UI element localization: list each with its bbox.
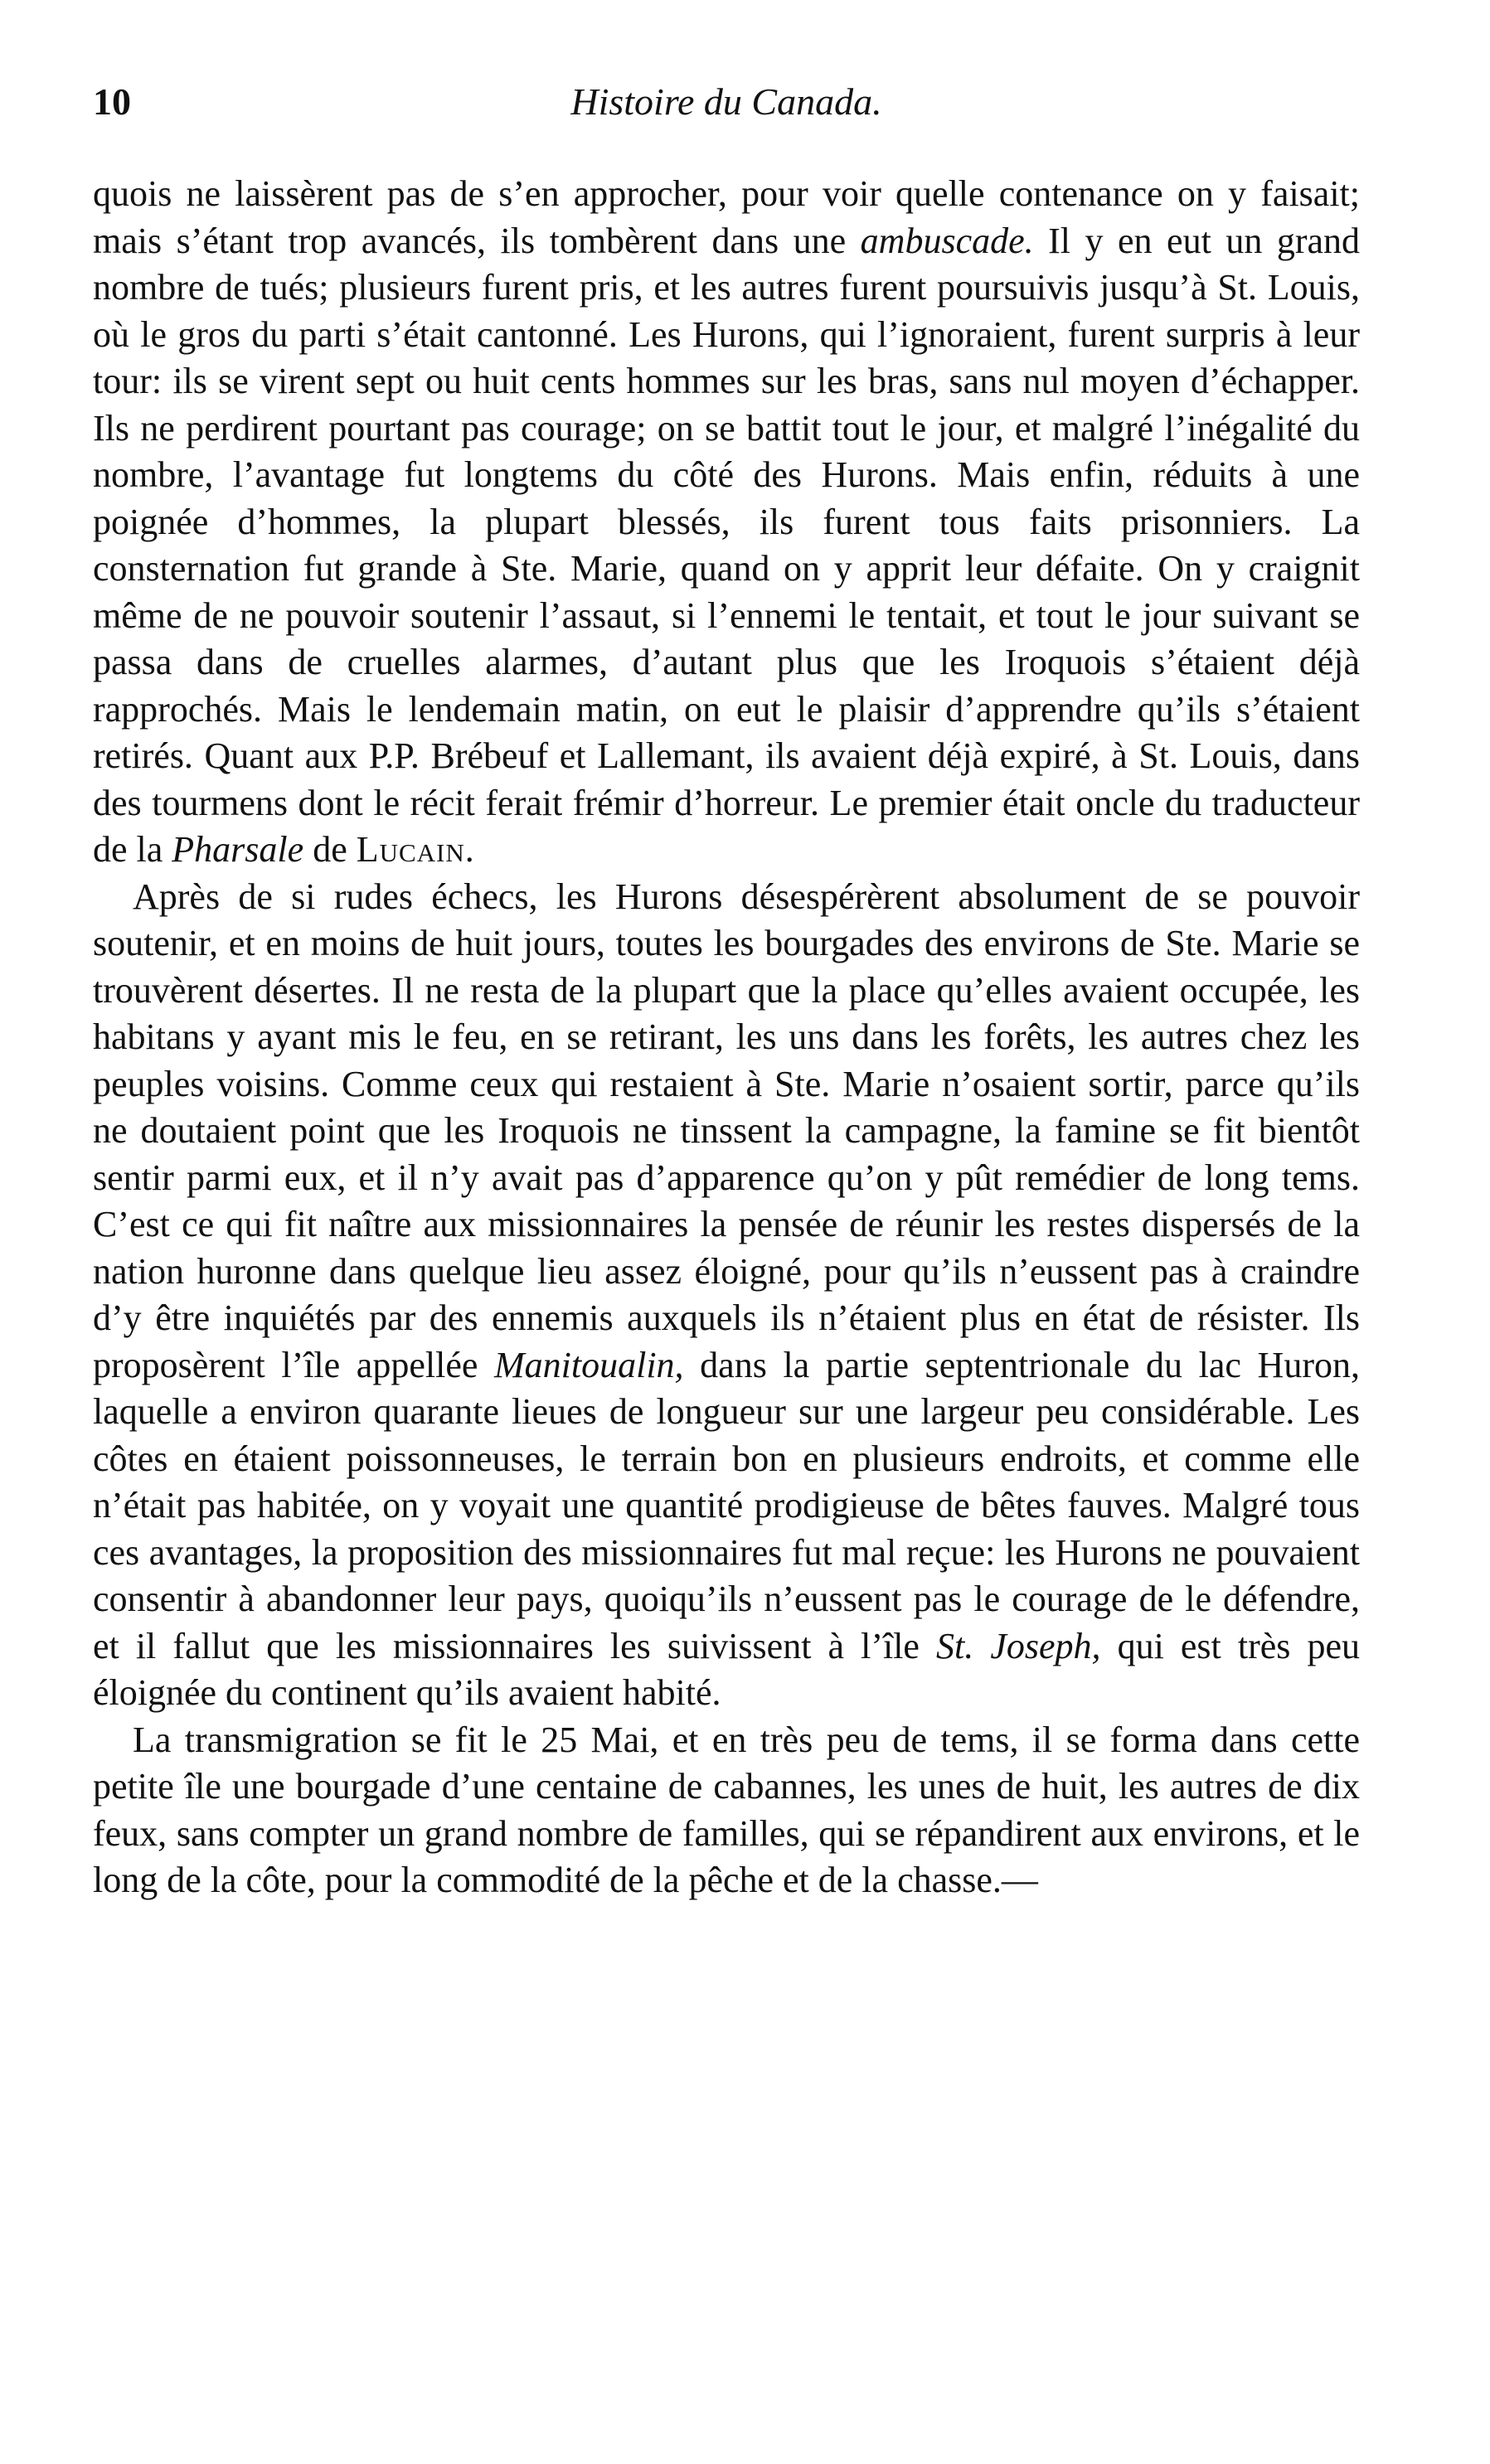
italic-title-pharsale: Pharsale — [172, 829, 304, 870]
text-segment: Il y en eut un grand nombre de tués; plusieurs furent pris, et les autres furent poursuivis jusqu’à St. Louis, où le gros du parti s’était cantonné. Les Hurons, qui l’ignoraient, furent surpris à leur tour: ils se virent sept ou huit cents hommes sur les bras, sans nul moyen d’échapper. Ils ne perdirent pourtant pas courage; on se battit tout le jour, et malgré l’inégalité du nombre, l’avantage fut longtems du côté des Hurons. Mais enfin, réduits à une poignée d’hommes, la plupart blessés, ils furent tous faits prisonniers. La consternation fut grande à Ste. Marie, quand on y apprit leur défaite. On y craignit même de ne pouvoir soutenir l’assaut, si l’ennemi le tentait, et tout le jour suivant se passa dans de cruelles alarmes, d’autant plus que les Iroquois s’étaient déjà rapprochés. Mais le lendemain matin, on eut le plaisir d’apprendre qu’ils s’étaient retirés. Quant aux P.P. Brébeuf et Lallemant, ils avaient déjà expiré, à St. Louis, dans des tourmens dont le récit ferait frémir d’horreur. Le premier était oncle du traducteur de la — [93, 220, 1361, 870]
text-segment: quois ne laissèrent pas de s’en approcher, pour voir quelle contenance on y faisait; mais s’étant trop avancés, ils tombèrent dans une — [93, 173, 1360, 261]
paragraph-3 — [93, 1717, 1360, 1904]
italic-word-ambuscade: ambuscade. — [860, 220, 1034, 261]
paragraph-1 — [93, 171, 1360, 874]
italic-place-st-joseph: St. Joseph, — [936, 1625, 1101, 1666]
body-text — [93, 171, 1360, 1904]
text-segment: Après de si rudes échecs, les Hurons désespérèrent absolument de se pouvoir soutenir, et en moins de huit jours, toutes les bourgades des environs de Ste. Marie se trouvèrent désertes. Il ne resta de la plupart que la place qu’elles avaient occupée, les habitans y ayant mis le feu, en se retirant, les uns dans les forêts, les autres chez les peuples voisins. Comme ceux qui restaient à Ste. Marie n’osaient sortir, parce qu’ils ne doutaient point que les Iroquois ne tinssent la campagne, la famine se fit bientôt sentir parmi eux, et il n’y avait pas d’apparence qu’on y pût remédier de long tems. C’est ce qui fit naître aux missionnaires la pensée de réunir les restes dispersés de la nation huronne dans quelque lieu assez éloigné, pour qu’ils n’eussent pas à craindre d’y être inquiétés par des ennemis auxquels ils n’étaient plus en état de résister. Ils proposèrent l’île appellée — [93, 875, 1360, 1385]
text-segment: qui est très peu éloignée du continent qu’ils avaient habité. — [93, 1625, 1360, 1713]
text-segment: . — [464, 829, 474, 870]
running-title: Histoire du Canada. — [570, 80, 882, 123]
text-segment: dans la partie septentrionale du lac Huron, laquelle a environ quarante lieues de longueur sur une largeur peu considérable. Les côtes en étaient poissonneuses, le terrain bon en plusieurs endroits, et comme elle n’était pas habitée, on y voyait une quantité prodigieuse de bêtes fauves. Malgré tous ces avantages, la proposition des missionnaires fut mal reçue: les Hurons ne pouvaient consentir à abandonner leur pays, quoiqu’ils n’eussent pas le courage de le défendre, et il fallut que les missionnaires les suivissent à l’île — [93, 1344, 1360, 1666]
italic-place-manitoualin: Manitoualin, — [494, 1344, 684, 1385]
text-segment: de — [303, 829, 357, 870]
page-number: 10 — [93, 80, 131, 123]
paragraph-2 — [93, 874, 1360, 1717]
page-header — [93, 80, 1360, 129]
text-segment: La transmigration se fit le 25 Mai, et en très peu de tems, il se forma dans cette petite île une bourgade d’une centaine de cabannes, les unes de huit, les autres de dix feux, sans compter un grand nombre de familles, qui se répandirent aux environs, et le long de la côte, pour la commodité de la pêche et de la chasse.— — [93, 1719, 1360, 1900]
author-name-lucain: Lucain — [356, 829, 465, 870]
